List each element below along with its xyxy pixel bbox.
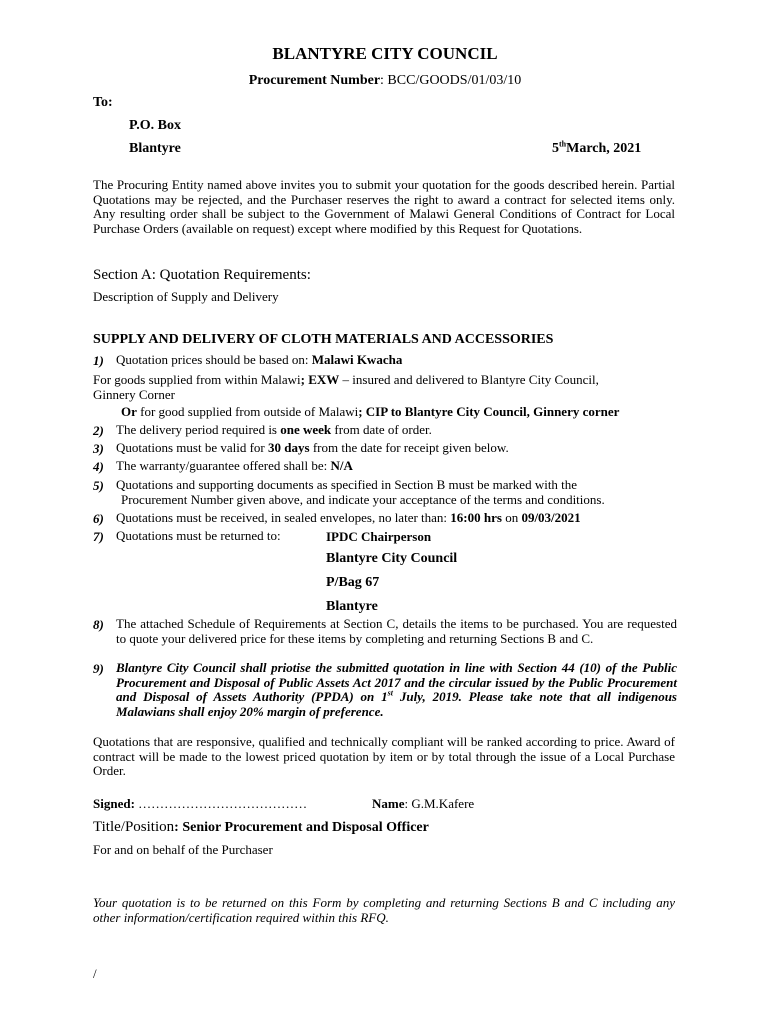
item-number-5: 5) bbox=[93, 478, 104, 493]
signed-line: Signed: ………………………………… bbox=[93, 796, 308, 811]
return-address-line-3: Blantyre bbox=[326, 599, 378, 614]
item-number-1: 1) bbox=[93, 353, 104, 368]
item-6: Quotations must be received, in sealed envelopes, no later than: 16:00 hrs on 09/03/2021 bbox=[116, 510, 581, 525]
address-city: Blantyre bbox=[129, 141, 181, 156]
closing-paragraph: Quotations that are responsive, qualified and technically compliant will be ranked according to price. Award of contract will be made to the lowest priced quotation by item or by total through the issue of a Local Purchase Order. bbox=[93, 734, 675, 779]
supply-heading: SUPPLY AND DELIVERY OF CLOTH MATERIALS AND ACCESSORIES bbox=[93, 332, 554, 347]
return-address-line-2: P/Bag 67 bbox=[326, 575, 380, 590]
footer-note: Your quotation is to be returned on this Form by completing and returning Sections B and C including any other information/certification required within this RFQ. bbox=[93, 895, 675, 925]
section-a-heading: Section A: Quotation Requirements: bbox=[93, 267, 311, 283]
foreign-supply-note: Or for good supplied from outside of Malawi; CIP to Blantyre City Council, Ginnery corner bbox=[121, 404, 620, 419]
item-7-label: Quotations must be returned to: bbox=[116, 528, 281, 543]
to-label: To: bbox=[93, 95, 113, 110]
section-a-subheading: Description of Supply and Delivery bbox=[93, 289, 279, 304]
item-number-3: 3) bbox=[93, 441, 104, 456]
intro-paragraph: The Procuring Entity named above invites you to submit your quotation for the goods described herein. Partial Quotations may be rejected, and the Purchaser reserves the right to award a contract for selected items only. Any resulting order shall be subject to the Government of Malawi General Conditions of Contract for Local Purchase Orders (available on request) except where modified by this Request for Quotations. bbox=[93, 177, 675, 236]
procurement-number: Procurement Number: BCC/GOODS/01/03/10 bbox=[248, 73, 522, 88]
signatory-title: Title/Position: Senior Procurement and Disposal Officer bbox=[93, 819, 429, 835]
item-1: Quotation prices should be based on: Malawi Kwacha bbox=[116, 352, 403, 367]
item-number-7: 7) bbox=[93, 529, 104, 544]
item-3: Quotations must be valid for 30 days from the date for receipt given below. bbox=[116, 440, 509, 455]
item-number-4: 4) bbox=[93, 459, 104, 474]
signatory-name: Name: G.M.Kafere bbox=[372, 796, 475, 811]
item-number-6: 6) bbox=[93, 511, 104, 526]
on-behalf-note: For and on behalf of the Purchaser bbox=[93, 842, 273, 857]
page-mark: / bbox=[93, 966, 97, 981]
item-number-8: 8) bbox=[93, 617, 104, 632]
document-title: BLANTYRE CITY COUNCIL bbox=[272, 44, 498, 63]
item-number-9: 9) bbox=[93, 661, 104, 676]
item-9: Blantyre City Council shall priotise the submitted quotation in line with Section 44 (10) of the Public Procurement and Disposal of Public Assets Act 2017 and the circular issued by the Public Procurement and Disposal of Assets Authority (PPDA) on 1st July, 2019. Please take note that all indigenous Malawians shall enjoy 20% margin of preference. bbox=[116, 660, 677, 719]
return-address-line-1: Blantyre City Council bbox=[326, 551, 458, 566]
letter-date: 5thMarch, 2021 bbox=[552, 139, 642, 156]
item-4: The warranty/guarantee offered shall be: N/A bbox=[116, 458, 353, 473]
return-recipient: IPDC Chairperson bbox=[326, 529, 432, 544]
item-number-2: 2) bbox=[93, 423, 104, 438]
item-2: The delivery period required is one week from date of order. bbox=[116, 422, 432, 437]
item-8: The attached Schedule of Requirements at Section C, details the items to be purchased. You are requested to quote your delivered price for these items by completing and returning Sections B and C. bbox=[116, 616, 677, 646]
local-supply-note: For goods supplied from within Malawi; EXW – insured and delivered to Blantyre City Council, Ginnery Corner bbox=[93, 372, 599, 402]
item-5: Quotations and supporting documents as specified in Section B must be marked with the Procurement Number given above, and indicate your acceptance of the terms and conditions. bbox=[116, 477, 605, 507]
po-box: P.O. Box bbox=[129, 118, 181, 133]
